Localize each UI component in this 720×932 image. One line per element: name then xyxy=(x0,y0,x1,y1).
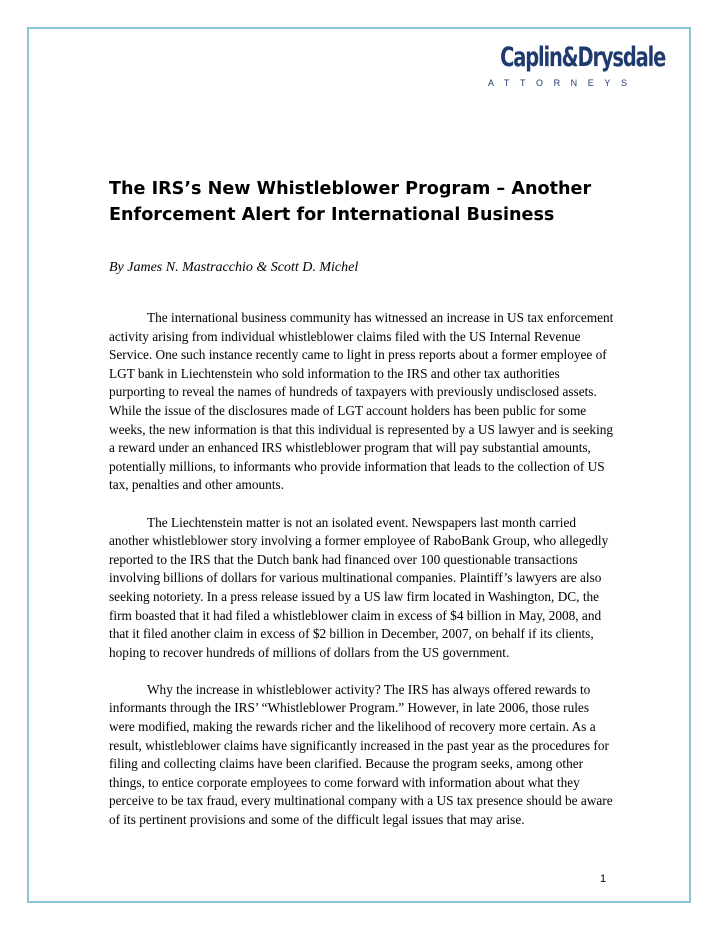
body-paragraph: Why the increase in whistleblower activity? The IRS has always offered rewards to informants through the IRS’ “Whistleblower Program.” However, in late 2006, those rules were modified, making the rewards richer and the likelihood of recovery more certain. As a result, whistleblower claims have significantly increased in the past year as the procedures for filing and collecting claims have been clarified. Because the program seeks, among other things, to entice corporate employees to come forward with information about what they perceive to be tax fraud, every multinational company with a US tax presence should be aware of its pertinent provisions and some of the difficult legal issues that may arise. xyxy=(109,681,613,828)
body-paragraph: The international business community has witnessed an increase in US tax enforcement activity arising from individual whistleblower claims filed with the US Internal Revenue Service. One such instance recently came to light in press reports about a former employee of LGT bank in Liechtenstein who sold information to the IRS and other tax authorities purporting to reveal the names of hundreds of taxpayers with previously undisclosed assets. While the issue of the disclosures made of LGT account holders has been public for some weeks, the new information is that this individual is represented by a US lawyer and is seeking a reward under an enhanced IRS whistleblower program that will pay substantial amounts, potentially millions, to informants who provide information that leads to the collection of US tax, penalties and other amounts. xyxy=(109,310,614,493)
article-byline: By James N. Mastracchio & Scott D. Michel xyxy=(109,260,359,275)
page-number: 1 xyxy=(600,873,607,885)
body-paragraph: The Liechtenstein matter is not an isolated event. Newspapers last month carried another whistleblower story involving a former employee of RaboBank Group, who allegedly reported to the IRS that the Dutch bank had financed over 100 questionable transactions involving billions of dollars for various multinational companies. Plaintiff’s lawyers are also seeking notoriety. In a press release issued by a US law firm located in Washington, DC, the firm boasted that it had filed a whistleblower claim in excess of $4 billion in May, 2008, and that it filed another claim in excess of $2 billion in December, 2007, on behalf if its clients, hoping to recover hundreds of millions of dollars from the US government. xyxy=(109,514,609,660)
logo-subtitle: ATTORNEYS xyxy=(488,78,638,88)
logo-firm-name: Caplin&Drysdale xyxy=(500,42,666,73)
article-title: The IRS’s New Whistleblower Program – Another Enforcement Alert for International Business xyxy=(109,179,592,225)
article-body xyxy=(109,309,616,848)
firm-logo xyxy=(478,42,666,89)
